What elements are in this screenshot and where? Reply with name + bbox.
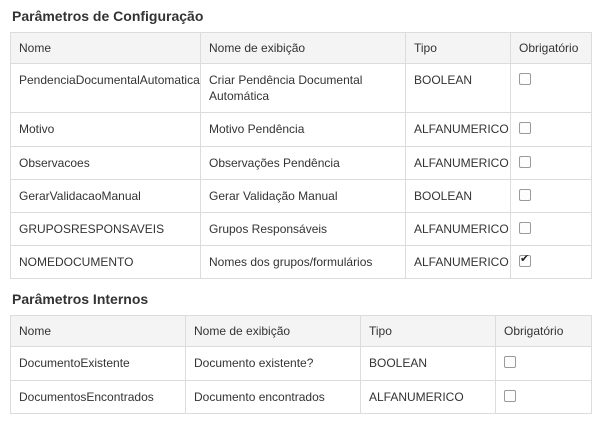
- cell-tipo: ALFANUMERICO: [406, 146, 511, 179]
- cell-exibicao: Documento encontrados: [186, 380, 361, 413]
- table-row: [11, 380, 592, 413]
- cell-tipo: ALFANUMERICO: [406, 246, 511, 279]
- column-header-obrigatorio: Obrigatório: [511, 33, 592, 64]
- internal-parameters-table: [10, 315, 592, 413]
- column-header-nome: Nome: [11, 316, 186, 347]
- cell-nome: DocumentoExistente: [11, 347, 186, 380]
- cell-exibicao: Motivo Pendência: [201, 113, 406, 146]
- cell-exibicao: Nomes dos grupos/formulários: [201, 246, 406, 279]
- cell-nome: NOMEDOCUMENTO: [11, 246, 201, 279]
- cell-exibicao: Criar Pendência Documental Automática: [201, 64, 406, 113]
- obrigatorio-checkbox[interactable]: [519, 189, 531, 201]
- cell-exibicao: Grupos Responsáveis: [201, 212, 406, 245]
- cell-tipo: BOOLEAN: [406, 179, 511, 212]
- cell-nome: Observacoes: [11, 146, 201, 179]
- cell-nome: Motivo: [11, 113, 201, 146]
- config-section-title: Parâmetros de Configuração: [12, 8, 204, 24]
- table-row: [11, 64, 592, 113]
- obrigatorio-checkbox[interactable]: [519, 255, 531, 267]
- table-header-row: [11, 33, 592, 64]
- table-header-row: [11, 316, 592, 347]
- table-row: [11, 113, 592, 146]
- table-row: [11, 212, 592, 245]
- column-header-nome: Nome: [11, 33, 201, 64]
- cell-tipo: ALFANUMERICO: [361, 380, 496, 413]
- cell-nome: GerarValidacaoManual: [11, 179, 201, 212]
- cell-exibicao: Observações Pendência: [201, 146, 406, 179]
- obrigatorio-checkbox[interactable]: [519, 156, 531, 168]
- column-header-tipo: Tipo: [406, 33, 511, 64]
- obrigatorio-checkbox[interactable]: [519, 122, 531, 134]
- cell-obrigatorio: [496, 347, 592, 380]
- cell-tipo: BOOLEAN: [361, 347, 496, 380]
- column-header-exibicao: Nome de exibição: [201, 33, 406, 64]
- cell-obrigatorio: [511, 113, 592, 146]
- cell-obrigatorio: [511, 146, 592, 179]
- cell-nome: GRUPOSRESPONSAVEIS: [11, 212, 201, 245]
- cell-nome: PendenciaDocumentalAutomatica: [11, 64, 201, 113]
- column-header-obrigatorio: Obrigatório: [496, 316, 592, 347]
- cell-obrigatorio: [511, 246, 592, 279]
- cell-exibicao: Documento existente?: [186, 347, 361, 380]
- obrigatorio-checkbox[interactable]: [519, 222, 531, 234]
- cell-obrigatorio: [511, 64, 592, 113]
- obrigatorio-checkbox[interactable]: [504, 356, 516, 368]
- obrigatorio-checkbox[interactable]: [519, 73, 531, 85]
- cell-tipo: ALFANUMERICO: [406, 113, 511, 146]
- obrigatorio-checkbox[interactable]: [504, 390, 516, 402]
- column-header-exibicao: Nome de exibição: [186, 316, 361, 347]
- internal-section-title: Parâmetros Internos: [12, 291, 149, 308]
- table-row: [11, 146, 592, 179]
- config-parameters-table: [10, 32, 592, 279]
- column-header-tipo: Tipo: [361, 316, 496, 347]
- table-row: [11, 347, 592, 380]
- cell-exibicao: Gerar Validação Manual: [201, 179, 406, 212]
- cell-obrigatorio: [511, 179, 592, 212]
- table-row: [11, 179, 592, 212]
- table-row: [11, 246, 592, 279]
- cell-obrigatorio: [496, 380, 592, 413]
- cell-obrigatorio: [511, 212, 592, 245]
- cell-nome: DocumentosEncontrados: [11, 380, 186, 413]
- cell-tipo: BOOLEAN: [406, 64, 511, 113]
- cell-tipo: ALFANUMERICO: [406, 212, 511, 245]
